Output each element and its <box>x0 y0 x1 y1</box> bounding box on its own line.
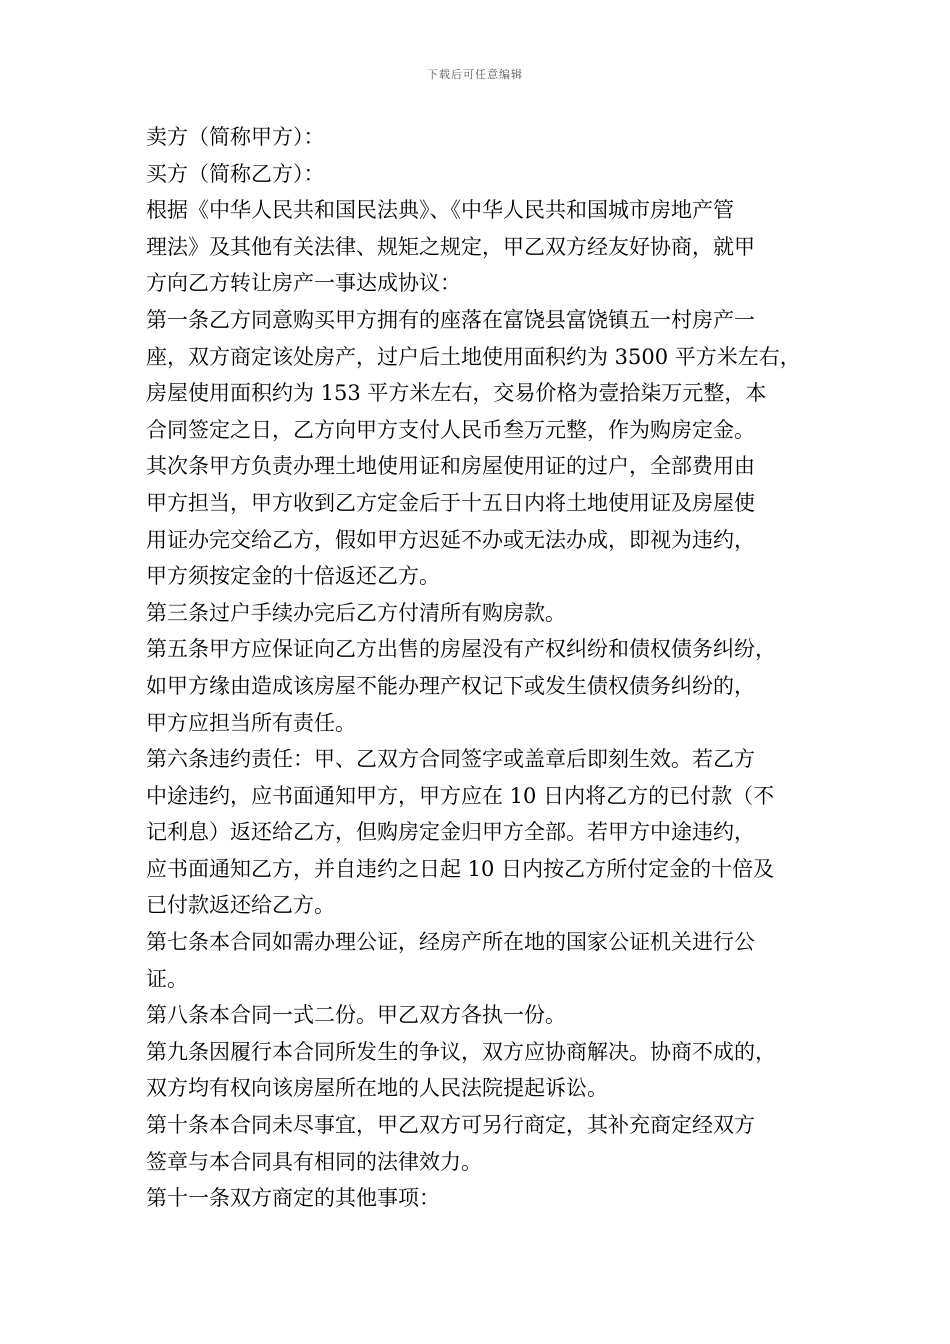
text-line: 第七条本合同如需办理公证，经房产所在地的国家公证机关进行公 <box>146 930 755 955</box>
text-line: 第九条因履行本合同所发生的争议，双方应协商解决。协商不成的， <box>146 1039 776 1064</box>
text-line: 第六条违约责任：甲、乙双方合同签字或盖章后即刻生效。若乙方 <box>146 747 755 772</box>
text-line: 记利息）返还给乙方，但购房定金归甲方全部。若甲方中途违约， <box>146 820 755 845</box>
text-line: 甲方担当，甲方收到乙方定金后于十五日内将土地使用证及房屋使 <box>146 490 755 515</box>
text-line: 第一条乙方同意购买甲方拥有的座落在富饶县富饶镇五一村房产一 <box>146 307 755 332</box>
text-line: 理法》及其他有关法律、规矩之规定，甲乙双方经友好协商，就甲 <box>146 234 755 259</box>
text-line: 合同签定之日，乙方向甲方支付人民币叁万元整，作为购房定金。 <box>146 417 755 442</box>
text-line: 卖方（简称甲方）： <box>146 125 325 149</box>
text-line: 方向乙方转让房产一事达成协议： <box>146 271 461 296</box>
text-line: 第五条甲方应保证向乙方出售的房屋没有产权纠纷和债权债务纠纷， <box>146 637 776 662</box>
text-line: 第八条本合同一式二份。甲乙双方各执一份。 <box>146 1003 566 1028</box>
text-line: 甲方须按定金的十倍返还乙方。 <box>146 564 440 589</box>
text-line: 双方均有权向该房屋所在地的人民法院提起诉讼。 <box>146 1076 608 1101</box>
text-line: 用证办完交给乙方，假如甲方迟延不办或无法办成，即视为违约， <box>146 527 755 552</box>
text-line: 座，双方商定该处房产，过户后土地使用面积约为 3500 平方米左右， <box>146 344 801 369</box>
text-line: 根据《中华人民共和国民法典》、《中华人民共和国城市房地产管 <box>146 198 734 223</box>
document-body <box>146 119 814 1217</box>
text-line: 甲方应担当所有责任。 <box>146 710 356 735</box>
text-line: 买方（简称乙方）： <box>146 161 325 186</box>
text-line: 其次条甲方负责办理土地使用证和房屋使用证的过户，全部费用由 <box>146 454 755 479</box>
text-line: 如甲方缘由造成该房屋不能办理产权记下或发生债权债务纠纷的， <box>146 673 755 698</box>
text-line: 已付款返还给乙方。 <box>146 893 335 918</box>
text-line: 中途违约，应书面通知甲方，甲方应在 10 日内将乙方的已付款（不 <box>146 783 775 808</box>
text-line: 证。 <box>146 966 188 991</box>
text-line: 第三条过户手续办完后乙方付清所有购房款。 <box>146 600 566 625</box>
text-line: 房屋使用面积约为 153 平方米左右，交易价格为壹拾柒万元整，本 <box>146 381 767 406</box>
text-line: 签章与本合同具有相同的法律效力。 <box>146 1149 482 1174</box>
text-line: 应书面通知乙方，并自违约之日起 10 日内按乙方所付定金的十倍及 <box>146 856 775 881</box>
text-line: 第十条本合同未尽事宜，甲乙双方可另行商定，其补充商定经双方 <box>146 1113 755 1138</box>
page-header: 下载后可任意编辑 <box>427 68 523 81</box>
text-line: 第十一条双方商定的其他事项： <box>146 1186 440 1211</box>
